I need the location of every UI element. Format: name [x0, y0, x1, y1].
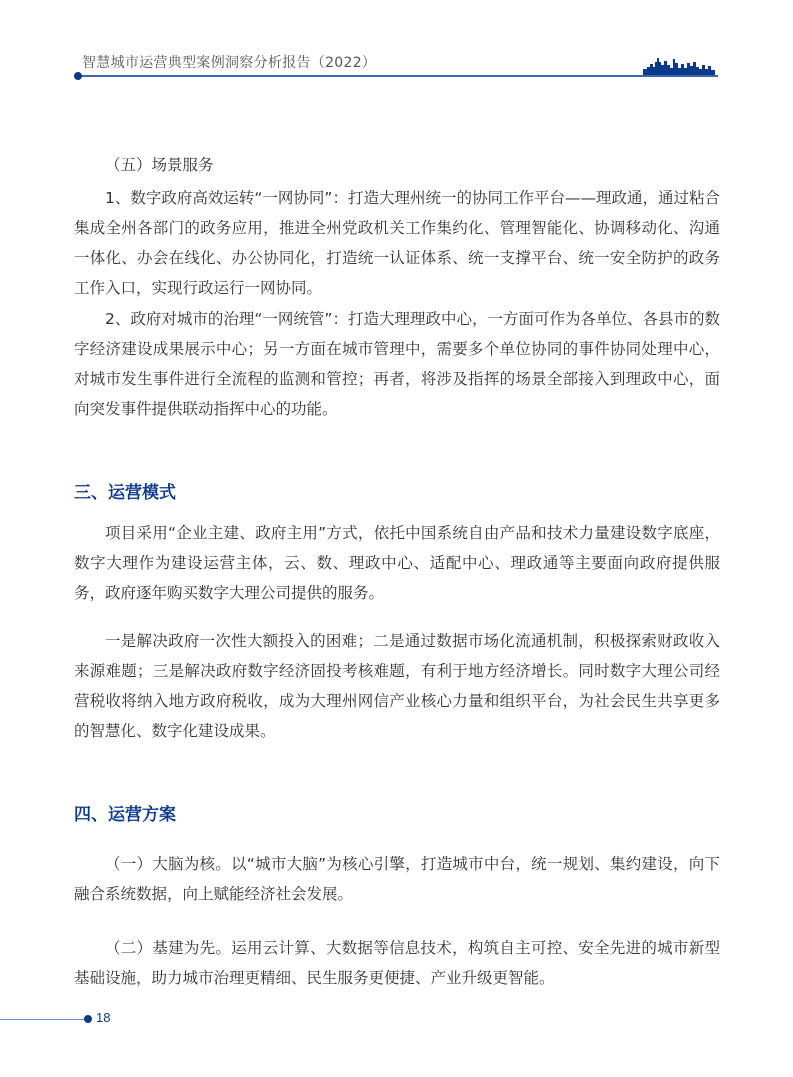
section-heading-operation-plan: 四、运营方案: [74, 805, 176, 825]
footer-divider: [0, 1019, 86, 1020]
paragraph-operation-mode-benefits: 一是解决政府一次性大额投入的困难；二是通过数据市场化流通机制，积极探索财政收入来源难题；三是解决政府数字经济固投考核难题，有利于地方经济增长。同时数字大理公司经营税收将纳入地方政府税收，成为大理州网信产业核心力量和组织平台，为社会民生共享更多的智慧化、数字化建设成果。: [74, 632, 720, 740]
header-divider: [78, 75, 718, 77]
paragraph-one-network-governance: 2、政府对城市的治理“一网统管”：打造大理理政中心，一方面可作为各单位、各县市的数字经济建设成果展示中心；另一方面在城市管理中，需要多个单位协同的事件协同处理中心，对城市发生事件进行全流程的监测和管控；再者，将涉及指挥的场景全部接入到理政中心，面向突发事件提供联动指挥中心的功能。: [74, 310, 720, 418]
city-skyline-icon: [643, 55, 718, 76]
subheading-scene-services: （五）场景服务: [105, 156, 214, 174]
footer-dot-icon: [84, 1015, 92, 1023]
page-number: 18: [96, 1010, 111, 1025]
paragraph-one-network-collaboration: 1、数字政府高效运转“一网协同”：打造大理州统一的协同工作平台——理政通，通过粘合集成全州各部门的政务应用，推进全州党政机关工作集约化、管理智能化、协调移动化、沟通一体化、办会在线化、办公协同化，打造统一认证体系、统一支撑平台、统一安全防护的政务工作入口，实现行政运行一网协同。: [74, 189, 720, 297]
paragraph-infrastructure-first: （二）基建为先。运用云计算、大数据等信息技术，构筑自主可控、安全先进的城市新型基础设施，助力城市治理更精细、民生服务更便捷、产业升级更智能。: [74, 939, 720, 987]
report-title: 智慧城市运营典型案例洞察分析报告（2022）: [82, 55, 377, 71]
paragraph-brain-core: （一）大脑为核。以“城市大脑”为核心引擎，打造城市中台，统一规划、集约建设，向下融合系统数据，向上赋能经济社会发展。: [74, 855, 720, 903]
paragraph-operation-mode-approach: 项目采用“企业主建、政府主用”方式，依托中国系统自由产品和技术力量建设数字底座，数字大理作为建设运营主体，云、数、理政中心、适配中心、理政通等主要面向政府提供服务，政府逐年购买数字大理公司提供的服务。: [74, 524, 720, 602]
header-dot-icon: [74, 72, 82, 80]
section-heading-operation-mode: 三、运营模式: [74, 483, 176, 503]
